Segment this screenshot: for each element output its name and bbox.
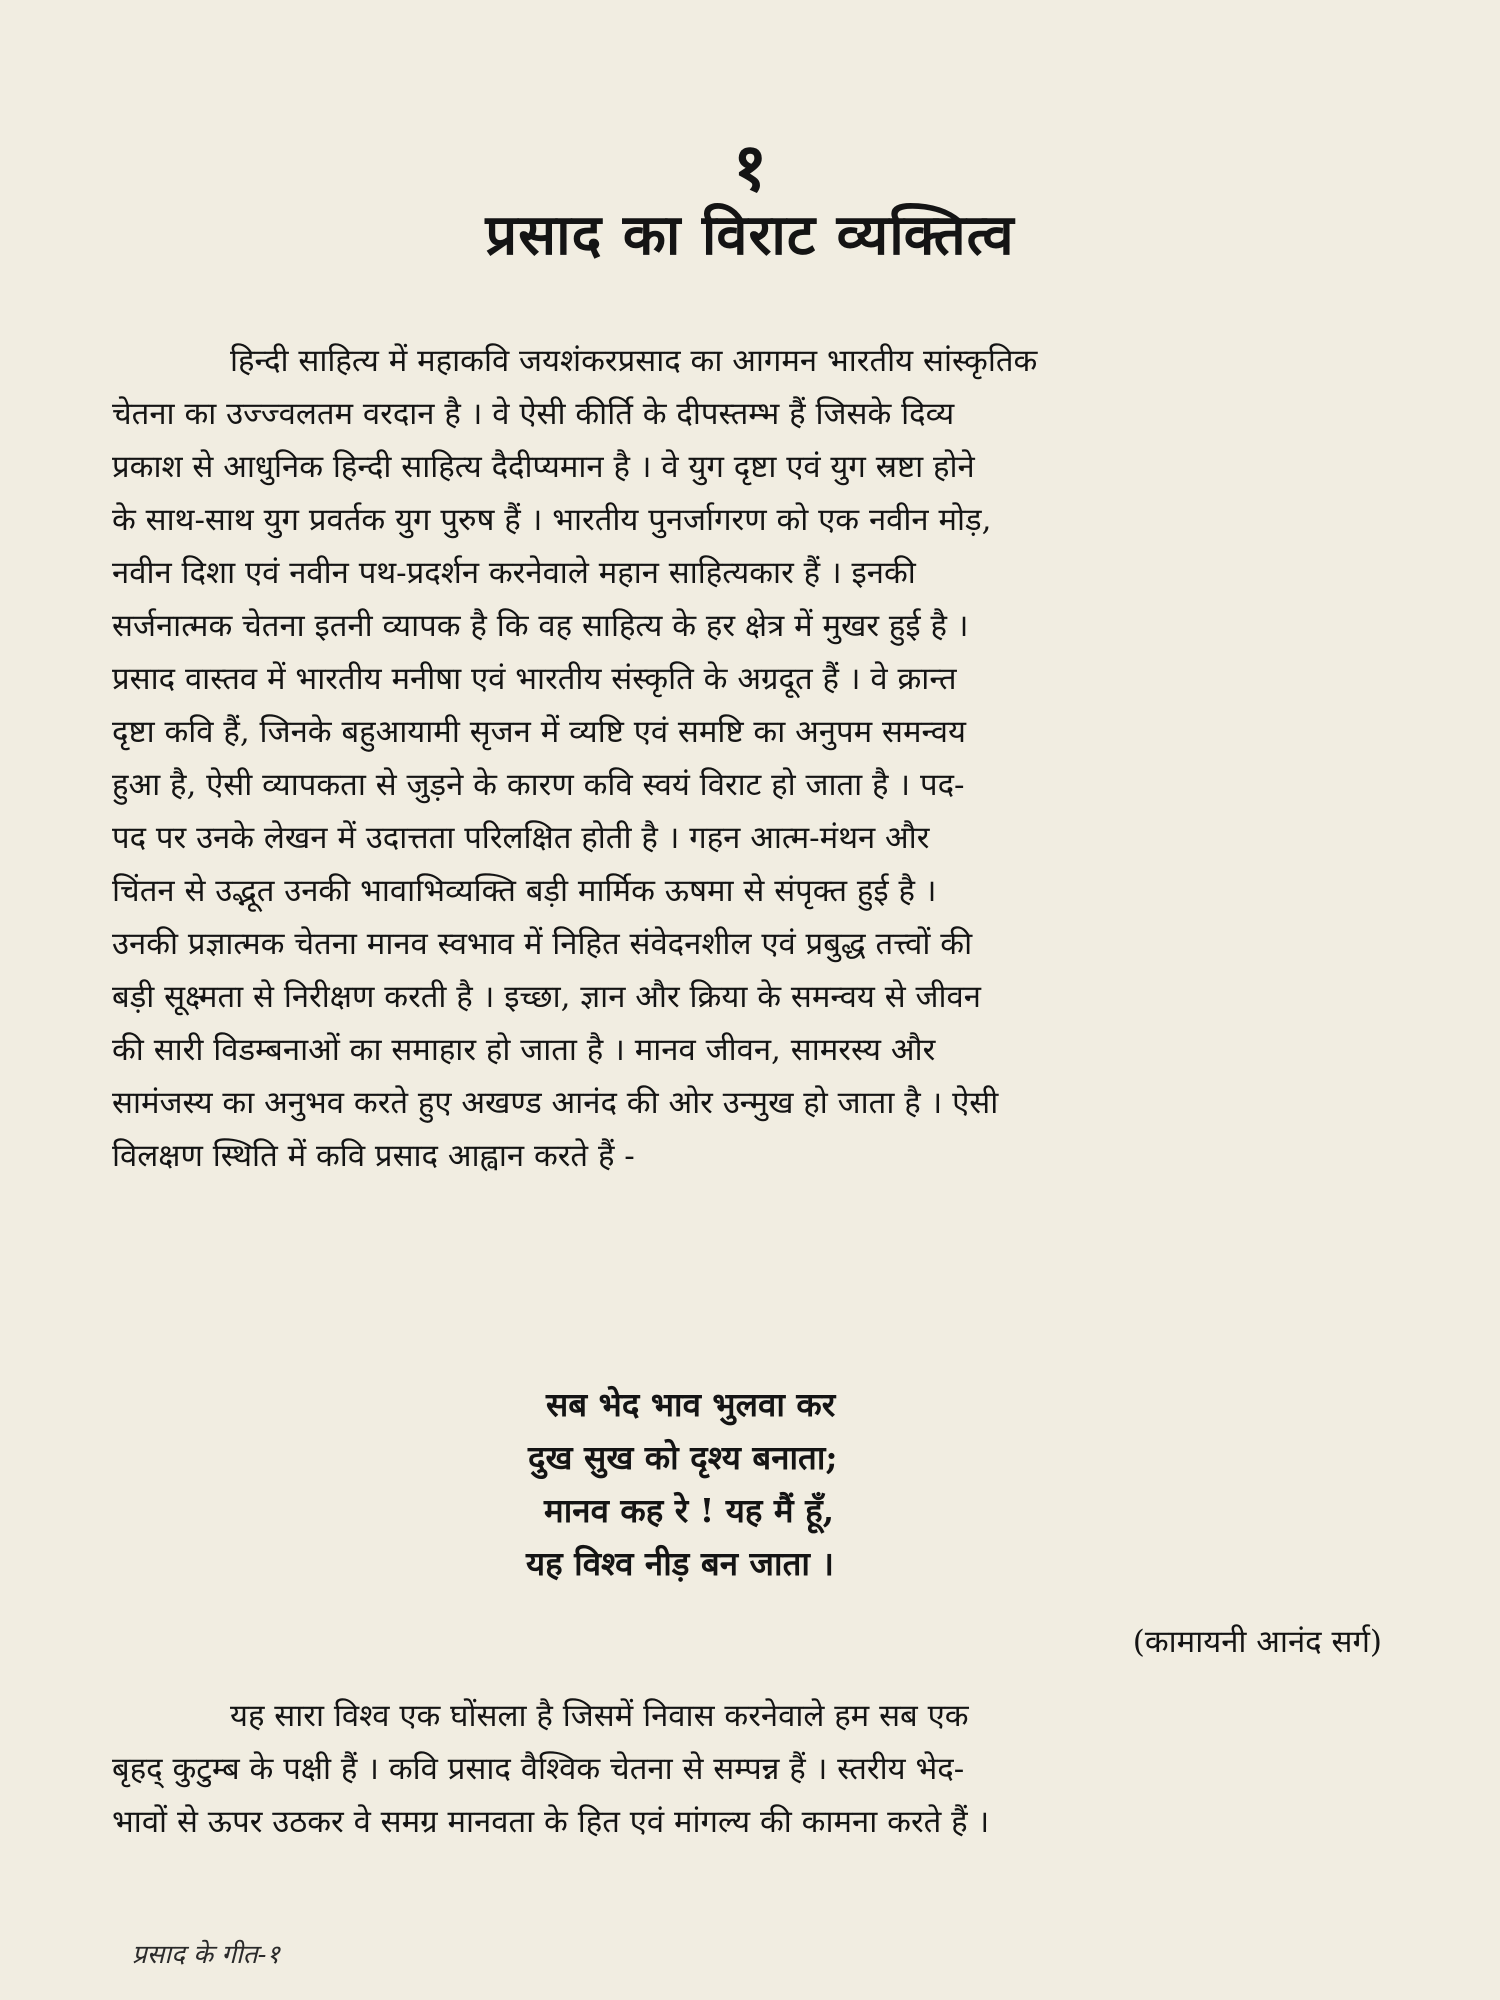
chapter-number: १: [732, 128, 768, 206]
paragraph-line: हुआ है, ऐसी व्यापकता से जुड़ने के कारण कवि स्वयं विराट हो जाता है । पद-: [112, 767, 965, 803]
verse-quote: [0, 1378, 1500, 1590]
paragraph-line: दृष्टा कवि हैं, जिनके बहुआयामी सृजन में व्यष्टि एवं समष्टि का अनुपम समन्वय: [112, 714, 966, 750]
paragraph-line: प्रसाद वास्तव में भारतीय मनीषा एवं भारतीय संस्कृति के अग्रदूत हैं । वे क्रान्त: [112, 661, 957, 697]
paragraph-line: के साथ-साथ युग प्रवर्तक युग पुरुष हैं । भारतीय पुनर्जागरण को एक नवीन मोड़,: [112, 502, 992, 538]
paragraph-line: बड़ी सूक्ष्मता से निरीक्षण करती है । इच्छा, ज्ञान और क्रिया के समन्वय से जीवन: [112, 979, 981, 1015]
paragraph-line: बृहद् कुटुम्ब के पक्षी हैं । कवि प्रसाद वैश्विक चेतना से सम्पन्न हैं । स्तरीय भेद-: [112, 1751, 965, 1787]
verse-line: सब भेद भाव भुलवा कर: [546, 1385, 836, 1424]
paragraph-line: प्रकाश से आधुनिक हिन्दी साहित्य दैदीप्यमान है । वे युग दृष्टा एवं युग स्रष्टा होने: [112, 449, 975, 485]
paragraph-line: सामंजस्य का अनुभव करते हुए अखण्ड आनंद की ओर उन्मुख हो जाता है । ऐसी: [112, 1085, 999, 1121]
paragraph-line: पद पर उनके लेखन में उदात्तता परिलक्षित होती है । गहन आत्म-मंथन और: [112, 820, 930, 856]
paragraph-line: की सारी विडम्बनाओं का समाहार हो जाता है । मानव जीवन, सामरस्य और: [112, 1032, 936, 1068]
page-footer: प्रसाद के गीत-१: [132, 1940, 280, 1970]
paragraph-1: [112, 335, 1387, 1183]
paragraph-line: भावों से ऊपर उठकर वे समग्र मानवता के हित एवं मांगल्य की कामना करते हैं ।: [112, 1804, 990, 1840]
paragraph-line: उनकी प्रज्ञात्मक चेतना मानव स्वभाव में निहित संवेदनशील एवं प्रबुद्ध तत्त्वों की: [112, 926, 973, 962]
paragraph-line: सर्जनात्मक चेतना इतनी व्यापक है कि वह साहित्य के हर क्षेत्र में मुखर हुई है ।: [112, 608, 969, 644]
paragraph-line: हिन्दी साहित्य में महाकवि जयशंकरप्रसाद का आगमन भारतीय सांस्कृतिक: [230, 343, 1038, 379]
paragraph-line: चिंतन से उद्भूत उनकी भावाभिव्यक्ति बड़ी मार्मिक ऊषमा से संपृक्त हुई है ।: [112, 873, 937, 909]
paragraph-line: यह सारा विश्व एक घोंसला है जिसमें निवास करनेवाले हम सब एक: [230, 1698, 969, 1734]
verse-source: (कामायनी आनंद सर्ग): [1132, 1624, 1382, 1660]
paragraph-2: [112, 1690, 1387, 1849]
verse-line: यह विश्व नीड़ बन जाता ।: [526, 1544, 834, 1583]
verse-line: मानव कह रे ! यह मैं हूँ,: [544, 1491, 835, 1530]
paragraph-line: विलक्षण स्थिति में कवि प्रसाद आह्वान करते हैं -: [112, 1138, 635, 1174]
verse-line: दुख सुख को दृश्य बनाता;: [528, 1438, 838, 1477]
chapter-title: प्रसाद का विराट व्यक्तित्व: [485, 202, 1015, 268]
paragraph-line: नवीन दिशा एवं नवीन पथ-प्रदर्शन करनेवाले महान साहित्यकार हैं । इनकी: [112, 555, 916, 591]
paragraph-line: चेतना का उज्ज्वलतम वरदान है । वे ऐसी कीर्ति के दीपस्तम्भ हैं जिसके दिव्य: [112, 396, 955, 432]
